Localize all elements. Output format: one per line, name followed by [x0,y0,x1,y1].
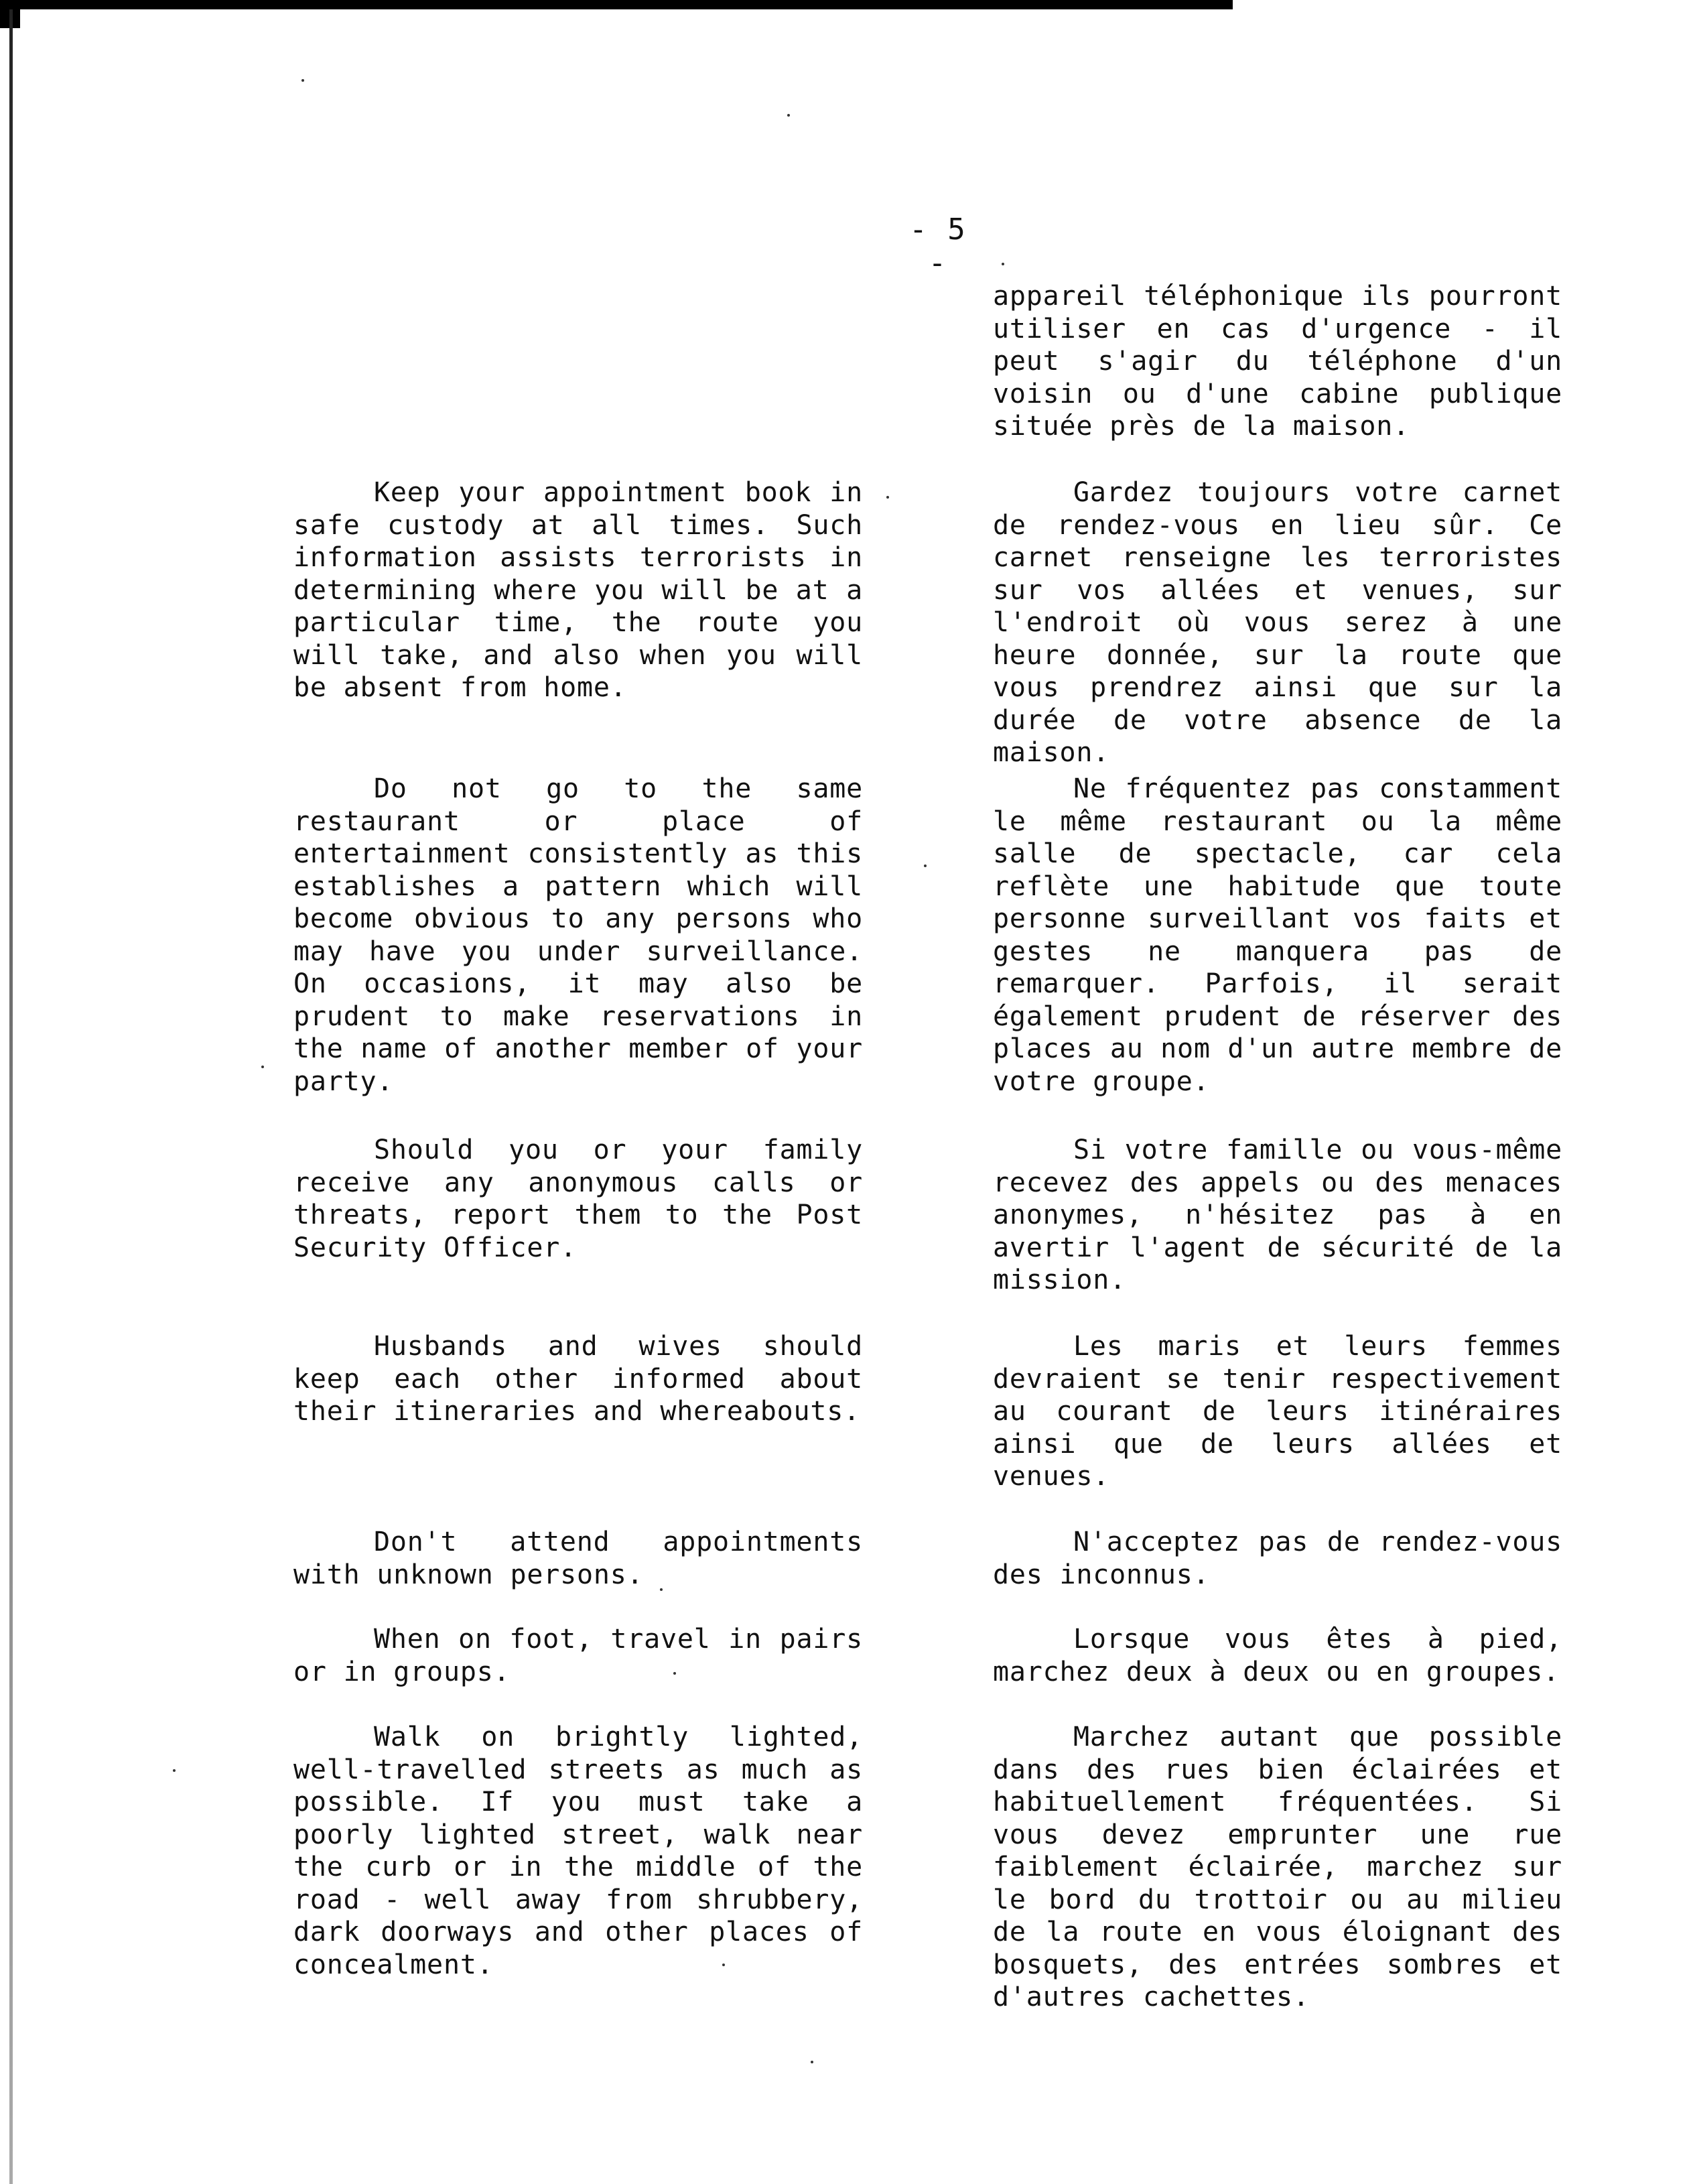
french-paragraph: appareil téléphonique ils pourront utiliser en cas d'urgence - il peut s'agir du téléphone d'un voisin ou d'une cabine publique située près de la maison. [993,281,1562,442]
french-paragraph: Si votre famille ou vous-même recevez des appels ou des menaces anonymes, n'hésitez pas à en avertir l'agent de sécurité de la mission. [993,1135,1562,1295]
scan-speck [787,114,790,117]
french-paragraph: Les maris et leurs femmes devraient se tenir respectivement au courant de leurs itinéraires ainsi que de leurs allées et venues. [993,1331,1562,1492]
scan-speck [811,2061,813,2063]
english-paragraph: Keep your appointment book in safe custody at all times. Such information assists terrorists in determining where you will be at a particular time, the route you will take, and also when you will be absent from home. [293,477,863,703]
french-paragraph: N'acceptez pas de rendez-vous des inconnus. [993,1527,1562,1590]
french-paragraph: Gardez toujours votre carnet de rendez-vous en lieu sûr. Ce carnet renseigne les terroristes sur vos allées et venues, sur l'endroit où vous serez à une heure donnée, sur la route que vous prendrez ainsi que sur la durée de votre absence de la maison. [993,477,1562,768]
scan-top-edge [0,0,1233,9]
english-paragraph: Don't attend appointments with unknown persons. [293,1527,863,1590]
scan-speck [886,496,889,499]
english-paragraph: Should you or your family receive any anonymous calls or threats, report them to the Post Security Officer. [293,1135,863,1263]
english-paragraph: Walk on brightly lighted, well-travelled streets as much as possible. If you must take a poorly lighted street, walk near the curb or in the middle of the road - well away from shrubbery, dark doorways and other places of concealment. [293,1722,863,1980]
english-paragraph: Do not go to the same restaurant or place of entertainment consistently as this establishes a pattern which will become obvious to any persons who may have you under surveillance. On occasions, it may also be prudent to make reservations in the name of another member of your party. [293,773,863,1097]
scan-speck [1002,263,1004,265]
french-paragraph: Lorsque vous êtes à pied, marchez deux à deux ou en groupes. [993,1624,1562,1687]
french-paragraph: Ne fréquentez pas constamment le même restaurant ou la même salle de spectacle, car cela reflète une habitude que toute personne surveillant vos faits et gestes ne manquera pas de remarquer. Parfois, il serait également prudent de réserver des places au nom d'un autre membre de votre groupe. [993,773,1562,1097]
french-paragraph: Marchez autant que possible dans des rues bien éclairées et habituellement fréquentées. Si vous devez emprunter une rue faiblement éclairée, marchez sur le bord du trottoir ou au milieu de la route en vous éloignant des bosquets, des entrées sombres et d'autres cachettes. [993,1722,1562,2012]
scan-speck [301,79,304,82]
scan-left-edge [9,9,13,2184]
scan-speck [173,1769,176,1772]
page-number: - 5 - [909,212,967,280]
english-paragraph: When on foot, travel in pairs or in groups. [293,1624,863,1687]
scan-speck [924,864,927,867]
english-paragraph: Husbands and wives should keep each other informed about their itineraries and whereabouts. [293,1331,863,1427]
scan-speck [261,1066,264,1068]
